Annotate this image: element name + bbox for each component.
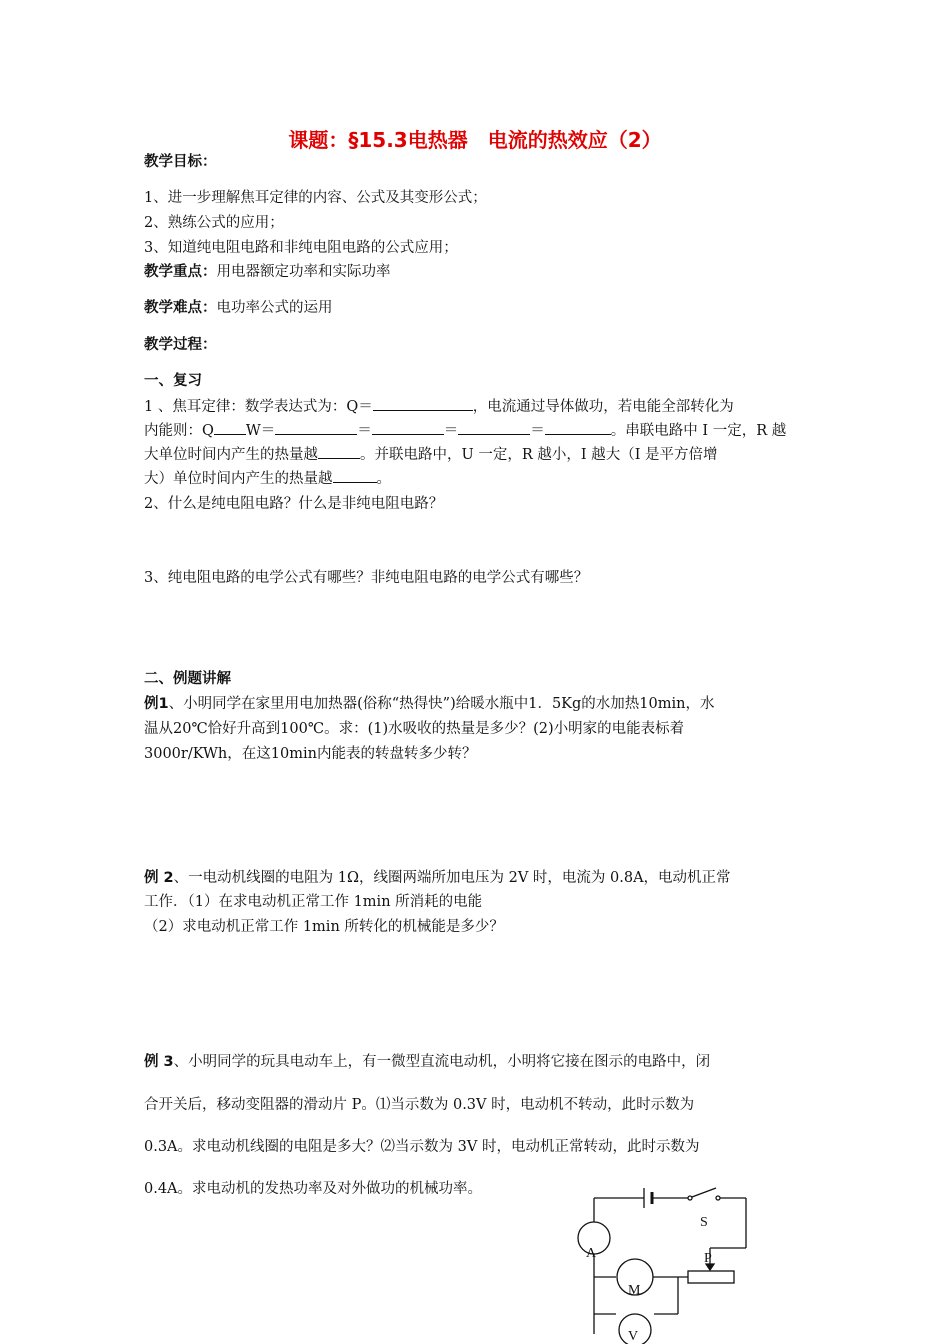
circuit-diagram bbox=[570, 1180, 770, 1344]
ammeter-label: A bbox=[586, 1246, 597, 1261]
equals-sign: ＝ bbox=[357, 423, 372, 439]
example-3-line1 bbox=[144, 1050, 808, 1074]
blank-parallel-heat[interactable] bbox=[333, 466, 377, 483]
key-point-text: 用电器额定功率和实际功率 bbox=[216, 264, 391, 280]
switch-label: S bbox=[700, 1215, 708, 1230]
review-heading: 一、复习 bbox=[144, 373, 202, 389]
review-q1-line1 bbox=[144, 394, 808, 419]
example-2-text-1: 、一电动机线圈的电阻为 1Ω，线圈两端所加电压为 2V 时，电流为 0.8A，电动机正常 bbox=[173, 870, 731, 886]
blank-series-heat[interactable] bbox=[318, 442, 360, 459]
switch-contact-right bbox=[716, 1196, 720, 1200]
blank-w-3[interactable] bbox=[458, 418, 530, 435]
example-2-label: 例 2 bbox=[144, 870, 174, 886]
blank-w-2[interactable] bbox=[372, 418, 444, 435]
examples-heading: 二、例题讲解 bbox=[144, 671, 231, 687]
goals-heading: 教学目标： bbox=[144, 154, 217, 170]
difficulty-text: 电功率公式的运用 bbox=[216, 300, 333, 316]
example-1-line3: 3000r/KWh，在这10min内能表的转盘转多少转？ bbox=[144, 746, 477, 762]
review-q1-text-f: 大单位时间内产生的热量越 bbox=[144, 447, 318, 463]
blank-q-formula[interactable] bbox=[373, 394, 473, 411]
review-q1-text-d: W＝ bbox=[245, 423, 276, 439]
example-2-line2: 工作．（1）在求电动机正常工作 1min 所消耗的电能 bbox=[144, 894, 483, 910]
goal-item-3: 3、知道纯电阻电路和非纯电阻电路的公式应用； bbox=[144, 240, 458, 256]
example-1-text-1: 、小明同学在家里用电加热器(俗称“热得快”)给暖水瓶中1．5Kg的水加热10min，水 bbox=[168, 696, 715, 712]
review-q1-text-i: 。 bbox=[376, 471, 391, 487]
example-3-label: 例 3 bbox=[144, 1054, 174, 1070]
switch-contact-left bbox=[688, 1196, 692, 1200]
equals-sign: ＝ bbox=[443, 423, 459, 439]
difficulty-label: 教学难点： bbox=[144, 300, 217, 316]
review-q1-text-g: 。并联电路中，U 一定，R 越小，I 越大（I 是平方倍增 bbox=[360, 447, 718, 463]
equals-sign: ＝ bbox=[530, 423, 545, 439]
review-q1-text-e: 。串联电路中 I 一定，R 越 bbox=[610, 423, 787, 439]
key-point bbox=[144, 260, 808, 284]
review-q1-text-h: 大）单位时间内产生的热量越 bbox=[144, 471, 333, 487]
review-q1-line3 bbox=[144, 442, 808, 467]
example-3-line2: 合开关后，移动变阻器的滑动片 P。⑴当示数为 0.3V 时，电动机不转动，此时示数为 bbox=[144, 1097, 695, 1113]
review-q1-text-a: 1 、焦耳定律：数学表达式为：Q＝ bbox=[144, 399, 373, 415]
review-q1-line4 bbox=[144, 466, 808, 491]
review-q2: 2、什么是纯电阻电路？什么是非纯电阻电路？ bbox=[144, 496, 444, 512]
rheostat bbox=[688, 1271, 734, 1283]
example-3-text-1: 、小明同学的玩具电动车上，有一微型直流电动机，小明将它接在图示的电路中，闭 bbox=[173, 1054, 711, 1070]
key-point-label: 教学重点： bbox=[144, 264, 217, 280]
difficulty bbox=[144, 296, 808, 320]
blank-w-4[interactable] bbox=[545, 418, 611, 435]
slider-label: P bbox=[704, 1251, 712, 1266]
review-q3: 3、纯电阻电路的电学公式有哪些？非纯电阻电路的电学公式有哪些？ bbox=[144, 570, 589, 586]
blank-q-relation[interactable] bbox=[214, 418, 246, 435]
goal-item-1: 1、进一步理解焦耳定律的内容、公式及其变形公式； bbox=[144, 190, 487, 206]
example-1-line2: 温从20℃恰好升高到100℃。求：(1)水吸收的热量是多少？(2)小明家的电能表标着 bbox=[144, 721, 685, 737]
blank-w-1[interactable] bbox=[275, 418, 357, 435]
switch-blade[interactable] bbox=[692, 1188, 716, 1197]
review-q1-text-b: ，电流通过导体做功，若电能全部转化为 bbox=[472, 399, 734, 415]
example-1-line1 bbox=[144, 692, 808, 716]
process-heading: 教学过程： bbox=[144, 337, 217, 353]
review-q1-text-c: 内能则：Q bbox=[144, 423, 214, 439]
example-1-label: 例1 bbox=[144, 696, 169, 712]
example-2-line1 bbox=[144, 866, 808, 890]
motor-label: M bbox=[628, 1283, 641, 1298]
example-3-line3: 0.3A。求电动机线圈的电阻是多大？⑵当示数为 3V 时，电动机正常转动，此时示数为 bbox=[144, 1139, 700, 1155]
voltmeter-label: V bbox=[628, 1329, 639, 1344]
example-2-line3: （2）求电动机正常工作 1min 所转化的机械能是多少？ bbox=[144, 919, 504, 935]
review-q1-line2 bbox=[144, 418, 808, 443]
page-title: 课题：§15.3电热器 电流的热效应（2） bbox=[288, 128, 662, 152]
goal-item-2: 2、熟练公式的应用； bbox=[144, 215, 284, 231]
example-3-line4: 0.4A。求电动机的发热功率及对外做功的机械功率。 bbox=[144, 1181, 483, 1197]
